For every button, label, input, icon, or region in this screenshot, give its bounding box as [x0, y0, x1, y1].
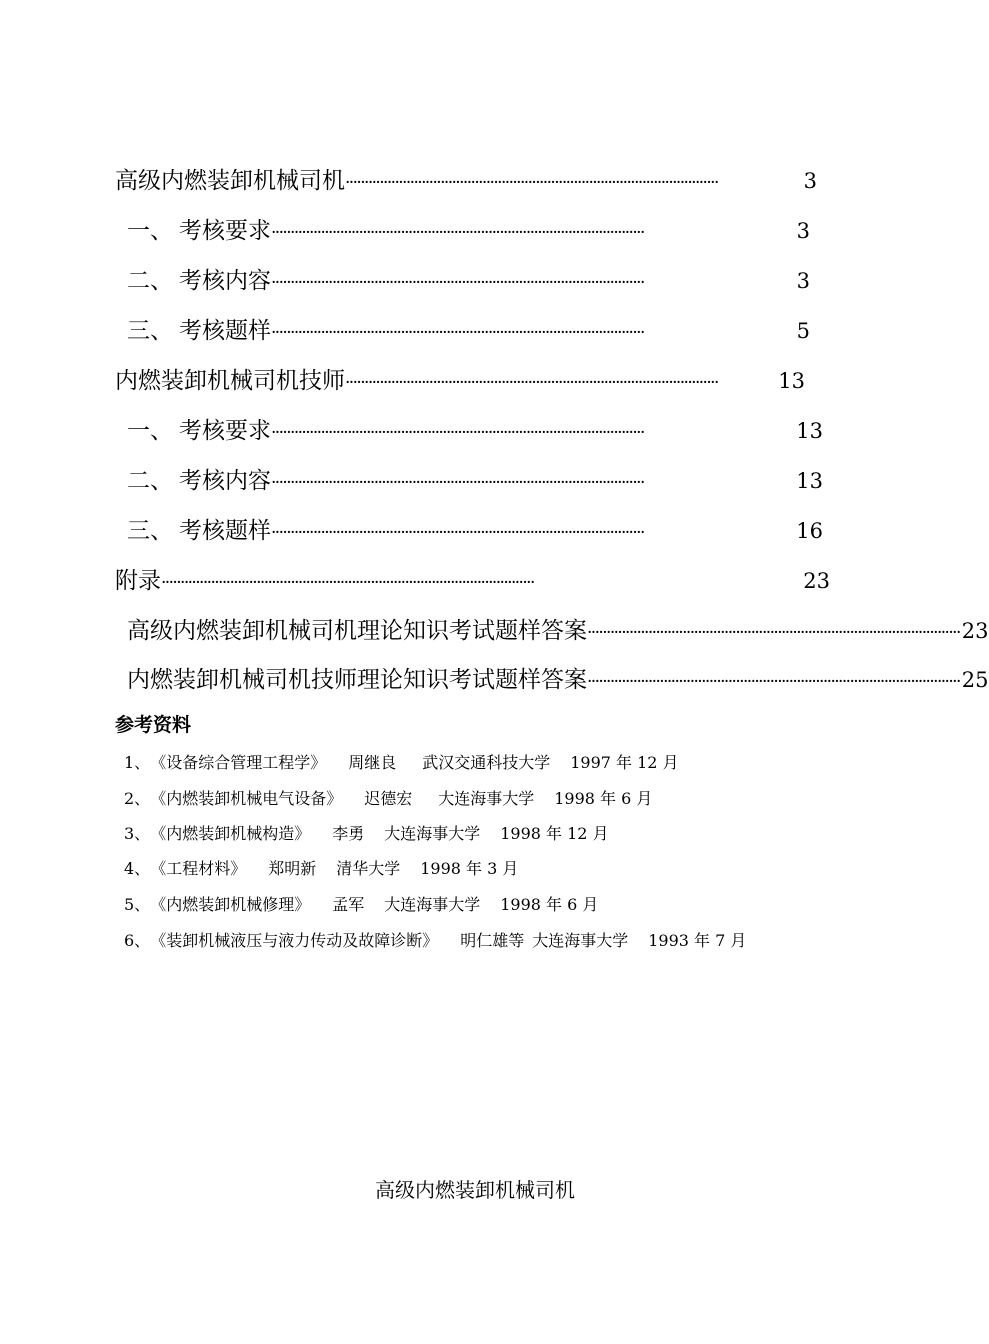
toc-entry[interactable] — [115, 162, 817, 195]
toc-entry-page: 16 — [796, 519, 823, 543]
reference-title: 《内燃装卸机械修理》 — [150, 895, 311, 914]
toc-leader-dots: ·································································································· — [587, 672, 960, 692]
reference-item — [124, 750, 679, 773]
toc-entry-number: 二、 — [127, 268, 173, 294]
reference-index: 5、 — [124, 895, 151, 914]
toc-entry-label: 内燃装卸机械司机技师理论知识考试题样答案 — [127, 667, 587, 693]
toc-entry-number: 三、 — [127, 318, 173, 344]
toc-entry-number: 一、 — [127, 218, 173, 244]
reference-date: 1998 年 3 月 — [420, 859, 519, 878]
reference-date: 1998 年 6 月 — [554, 789, 653, 808]
reference-date: 1998 年 6 月 — [500, 895, 599, 914]
reference-index: 2、 — [124, 789, 151, 808]
toc-leader-dots: ·································································································· — [271, 523, 644, 543]
reference-title: 《内燃装卸机械电气设备》 — [150, 789, 343, 808]
reference-title: 《工程材料》 — [150, 859, 247, 878]
reference-item — [124, 786, 652, 809]
reference-index: 3、 — [124, 824, 151, 843]
toc-entry-page: 5 — [796, 319, 810, 343]
reference-author: 李勇 — [332, 824, 365, 843]
toc-entry-label: 高级内燃装卸机械司机 — [115, 168, 345, 194]
toc-entry[interactable] — [127, 412, 823, 445]
toc-leader-dots: ·································································································· — [161, 573, 534, 593]
reference-item — [124, 892, 598, 915]
reference-title: 《装卸机械液压与液力传动及故障诊断》 — [150, 931, 439, 950]
reference-title: 《设备综合管理工程学》 — [150, 753, 327, 772]
reference-author: 郑明新 — [268, 859, 317, 878]
toc-entry-page: 3 — [796, 219, 810, 243]
reference-date: 1993 年 7 月 — [648, 931, 747, 950]
toc-entry-label: 考核要求 — [179, 218, 271, 244]
toc-entry-label: 考核内容 — [179, 468, 271, 494]
toc-entry[interactable] — [127, 312, 810, 345]
toc-entry-page: 13 — [796, 469, 823, 493]
section-title: 高级内燃装卸机械司机 — [375, 1178, 575, 1202]
toc-entry-label: 附录 — [115, 568, 161, 594]
toc-entry-page: 13 — [796, 419, 823, 443]
toc-entry-page: 3 — [796, 269, 810, 293]
toc-entry-label: 考核题样 — [179, 318, 271, 344]
toc-leader-dots: ·································································································· — [587, 623, 960, 643]
toc-entry-number: 三、 — [127, 518, 173, 544]
reference-author: 周继良 — [348, 753, 397, 772]
toc-entry-page: 13 — [778, 369, 805, 393]
toc-entry[interactable] — [127, 462, 823, 495]
reference-item — [124, 928, 746, 951]
reference-item — [124, 856, 518, 879]
toc-entry-label: 考核题样 — [179, 518, 271, 544]
toc-entry-label: 考核内容 — [179, 268, 271, 294]
toc-entry[interactable] — [115, 562, 830, 595]
reference-author: 孟军 — [332, 895, 365, 914]
toc-entry-page: 23 — [961, 619, 989, 643]
reference-author: 明仁雄等 — [460, 931, 525, 950]
reference-date: 1997 年 12 月 — [570, 753, 679, 772]
toc-entry-page: 3 — [803, 169, 817, 193]
toc-leader-dots: ·································································································· — [271, 473, 644, 493]
toc-leader-dots: ·································································································· — [271, 323, 644, 343]
reference-index: 1、 — [124, 753, 151, 772]
toc-leader-dots: ·································································································· — [345, 173, 718, 193]
references-heading: 参考资料 — [115, 714, 192, 736]
toc-entry[interactable] — [127, 512, 823, 545]
reference-publisher: 大连海事大学 — [384, 895, 481, 914]
reference-publisher: 大连海事大学 — [532, 931, 629, 950]
toc-entry[interactable] — [127, 212, 810, 245]
reference-publisher: 大连海事大学 — [384, 824, 481, 843]
toc-entry-label: 考核要求 — [179, 418, 271, 444]
reference-index: 6、 — [124, 931, 151, 950]
toc-leader-dots: ·································································································· — [271, 273, 644, 293]
toc-leader-dots: ·································································································· — [345, 373, 718, 393]
reference-publisher: 武汉交通科技大学 — [422, 753, 551, 772]
reference-date: 1998 年 12 月 — [500, 824, 609, 843]
reference-author: 迟德宏 — [364, 789, 413, 808]
reference-index: 4、 — [124, 859, 151, 878]
toc-entry-number: 一、 — [127, 418, 173, 444]
toc-entry-page: 23 — [803, 569, 830, 593]
toc-entry-number: 二、 — [127, 468, 173, 494]
toc-entry-page: 25 — [961, 668, 989, 692]
toc-leader-dots: ·································································································· — [271, 423, 644, 443]
toc-entry-label: 高级内燃装卸机械司机理论知识考试题样答案 — [127, 618, 587, 644]
reference-title: 《内燃装卸机械构造》 — [150, 824, 311, 843]
toc-entry-label: 内燃装卸机械司机技师 — [115, 368, 345, 394]
toc-entry[interactable] — [127, 262, 810, 295]
toc-entry[interactable] — [115, 362, 805, 395]
reference-publisher: 清华大学 — [336, 859, 401, 878]
reference-publisher: 大连海事大学 — [438, 789, 535, 808]
reference-item — [124, 821, 609, 844]
toc-leader-dots: ·································································································· — [271, 223, 644, 243]
toc-entry[interactable] — [127, 612, 989, 645]
toc-entry[interactable] — [127, 661, 989, 694]
